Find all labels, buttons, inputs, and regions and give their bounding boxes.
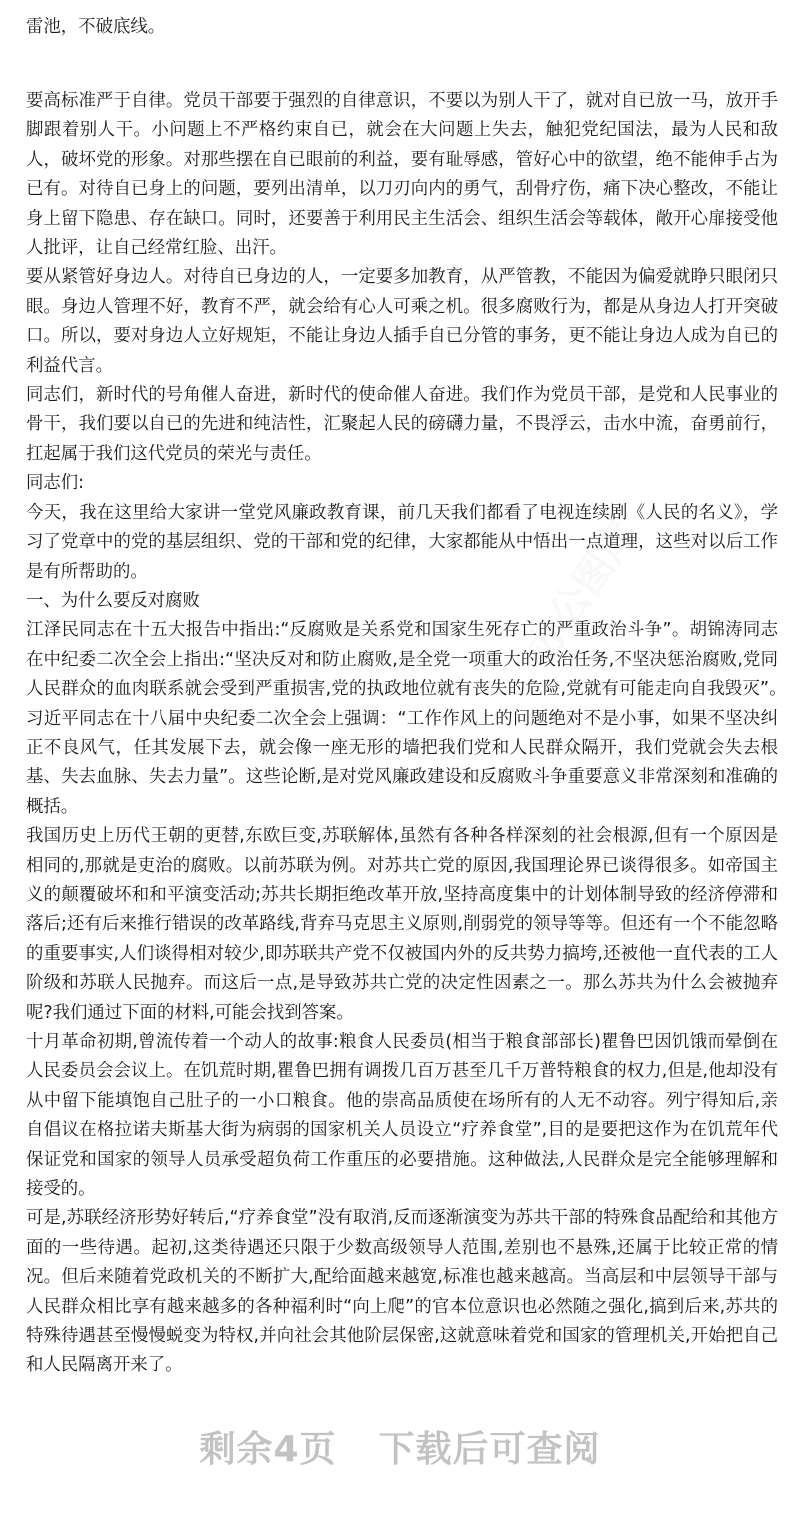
paragraph: 同志们: xyxy=(26,473,85,494)
paragraph: 十月革命初期,曾流传着一个动人的故事:粮食人民委员(相当于粮食部部长)瞿鲁巴因饥饿而晕倒在人民委员会会议上。在饥荒时期,瞿鲁巴拥有调拨几百万甚至几千万普特粮食的权力,但是,他却没有从中留下能填饱自己肚子的一小口粮食。他的崇高品质使在场所有的人无不动容。列宁得知后,亲自倡议在格拉诺夫斯基大街为病弱的国家机关人员设立“疗养食堂”,目的是要把这作为在饥荒年代保证党和国家的领导人员承受超负荷工作重压的必要措施。这种做法,人民群众是完全能够理解和接受的。 xyxy=(26,1032,778,1200)
watermark: 办公图库 xyxy=(518,511,648,670)
download-prompt[interactable] xyxy=(0,1420,800,1480)
paragraph: 要从紧管好身边人。对待自已身边的人，一定要多加教育，从严管教，不能因为偏爱就睁只眼闭只眼。身边人管理不好，教育不严，就会给有心人可乘之机。很多腐败行为，都是从身边人打开突破口。所以，要对身边人立好规矩，不能让身边人插手自已分管的事务，更不能让身边人成为自已的利益代言。 xyxy=(26,267,778,376)
section-heading: 一、为什么要反对腐败 xyxy=(26,590,200,611)
paragraph: 今天，我在这里给大家讲一堂党风廉政教育课，前几天我们都看了电视连续剧《人民的名义》，学习了党章中的党的基层组织、党的干部和党的纪律，大家都能从中悟出一点道理，这些对以后工作是有所帮助的。 xyxy=(26,502,778,582)
remaining-pages-label: 剩余4页 xyxy=(199,1429,337,1470)
fragment-line: 雷池，不破底线。 xyxy=(26,17,166,37)
download-to-view-label: 下载后可查阅 xyxy=(378,1429,601,1470)
previous-page-fragment xyxy=(26,0,778,42)
paragraph: 可是,苏联经济形势好转后,“疗养食堂”没有取消,反而逐渐演变为苏共干部的特殊食品配给和其他方面的一些待遇。起初,这类待遇还只限于少数高级领导人范围,差别也不悬殊,还属于比较正常的情况。但后来随着党政机关的不断扩大,配给面越来越宽,标准也越来越高。当高层和中层领导干部与人民群众相比享有越来越多的各种福利时“向上爬”的官本位意识也必然随之强化,搞到后来,苏共的特殊待遇甚至慢慢蜕变为特权,并向社会其他阶层保密,这就意味着党和国家的管理机关,开始把自己和人民隔离开来了。 xyxy=(26,1208,778,1376)
paragraph: 要高标准严于自律。党员干部要于强烈的自律意识，不要以为别人干了，就对自已放一马，放开手脚跟着别人干。小问题上不严格约束自已，就会在大问题上失去，触犯党纪国法，最为人民和敌人，破坏党的形象。对那些摆在自已眼前的利益，要有耻辱感，管好心中的欲望，绝不能伸手占为已有。对待自已身上的问题，要列出清单，以刀刃向内的勇气，刮骨疗伤，痛下决心整改，不能让身上留下隐患、存在缺口。同时，还要善于利用民主生活会、组织生活会等载体，敞开心扉接受他人批评，让自己经常红脸、出汗。 xyxy=(26,91,778,259)
document-body xyxy=(26,87,796,1381)
paragraph: 同志们，新时代的号角催人奋进，新时代的使命催人奋进。我们作为党员干部，是党和人民事业的骨干，我们要以自已的先进和纯洁性，汇聚起人民的磅礴力量，不畏浮云，击水中流，奋勇前行，扛起属于我们这代党员的荣光与责任。 xyxy=(26,385,778,464)
paragraph: 江泽民同志在十五大报告中指出:“反腐败是关系党和国家生死存亡的严重政治斗争”。胡锦涛同志在中纪委二次全会上指出:“坚决反对和防止腐败,是全党一项重大的政治任务,不坚决惩治腐败,党同人民群众的血肉联系就会受到严重损害,党的执政地位就有丧失的危险,党就有可能走向自我毁灭”。 习近平同志在十八届中央纪委二次全会上强调：“工作作风上的问题绝对不是小事，如果不坚决纠正不良风气，任其发展下去，就会像一座无形的墙把我们党和人民群众隔开，我们党就会失去根基、失去血脉、失去力量”。这些论断,是对党风廉政建设和反腐败斗争重要意义非常深刻和准确的概括。 xyxy=(26,620,796,817)
paragraph: 我国历史上历代王朝的更替,东欧巨变,苏联解体,虽然有各种各样深刻的社会根源,但有一个原因是相同的,那就是吏治的腐败。以前苏联为例。对苏共亡党的原因,我国理论界已谈得很多。如帝国主义的颠覆破坏和和平演变活动;苏共长期拒绝改革开放,坚持高度集中的计划体制导致的经济停滞和落后;还有后来推行错误的改革路线,背弃马克思主义原则,削弱党的领导等等。但还有一个不能忽略的重要事实,人们谈得相对较少,即苏联共产党不仅被国内外的反共势力搞垮,还被他一直代表的工人阶级和苏联人民抛弃。而这后一点,是导致苏共亡党的决定性因素之一。那么苏共为什么会被抛弃呢?我们通过下面的材料,可能会找到答案。 xyxy=(26,826,778,1023)
